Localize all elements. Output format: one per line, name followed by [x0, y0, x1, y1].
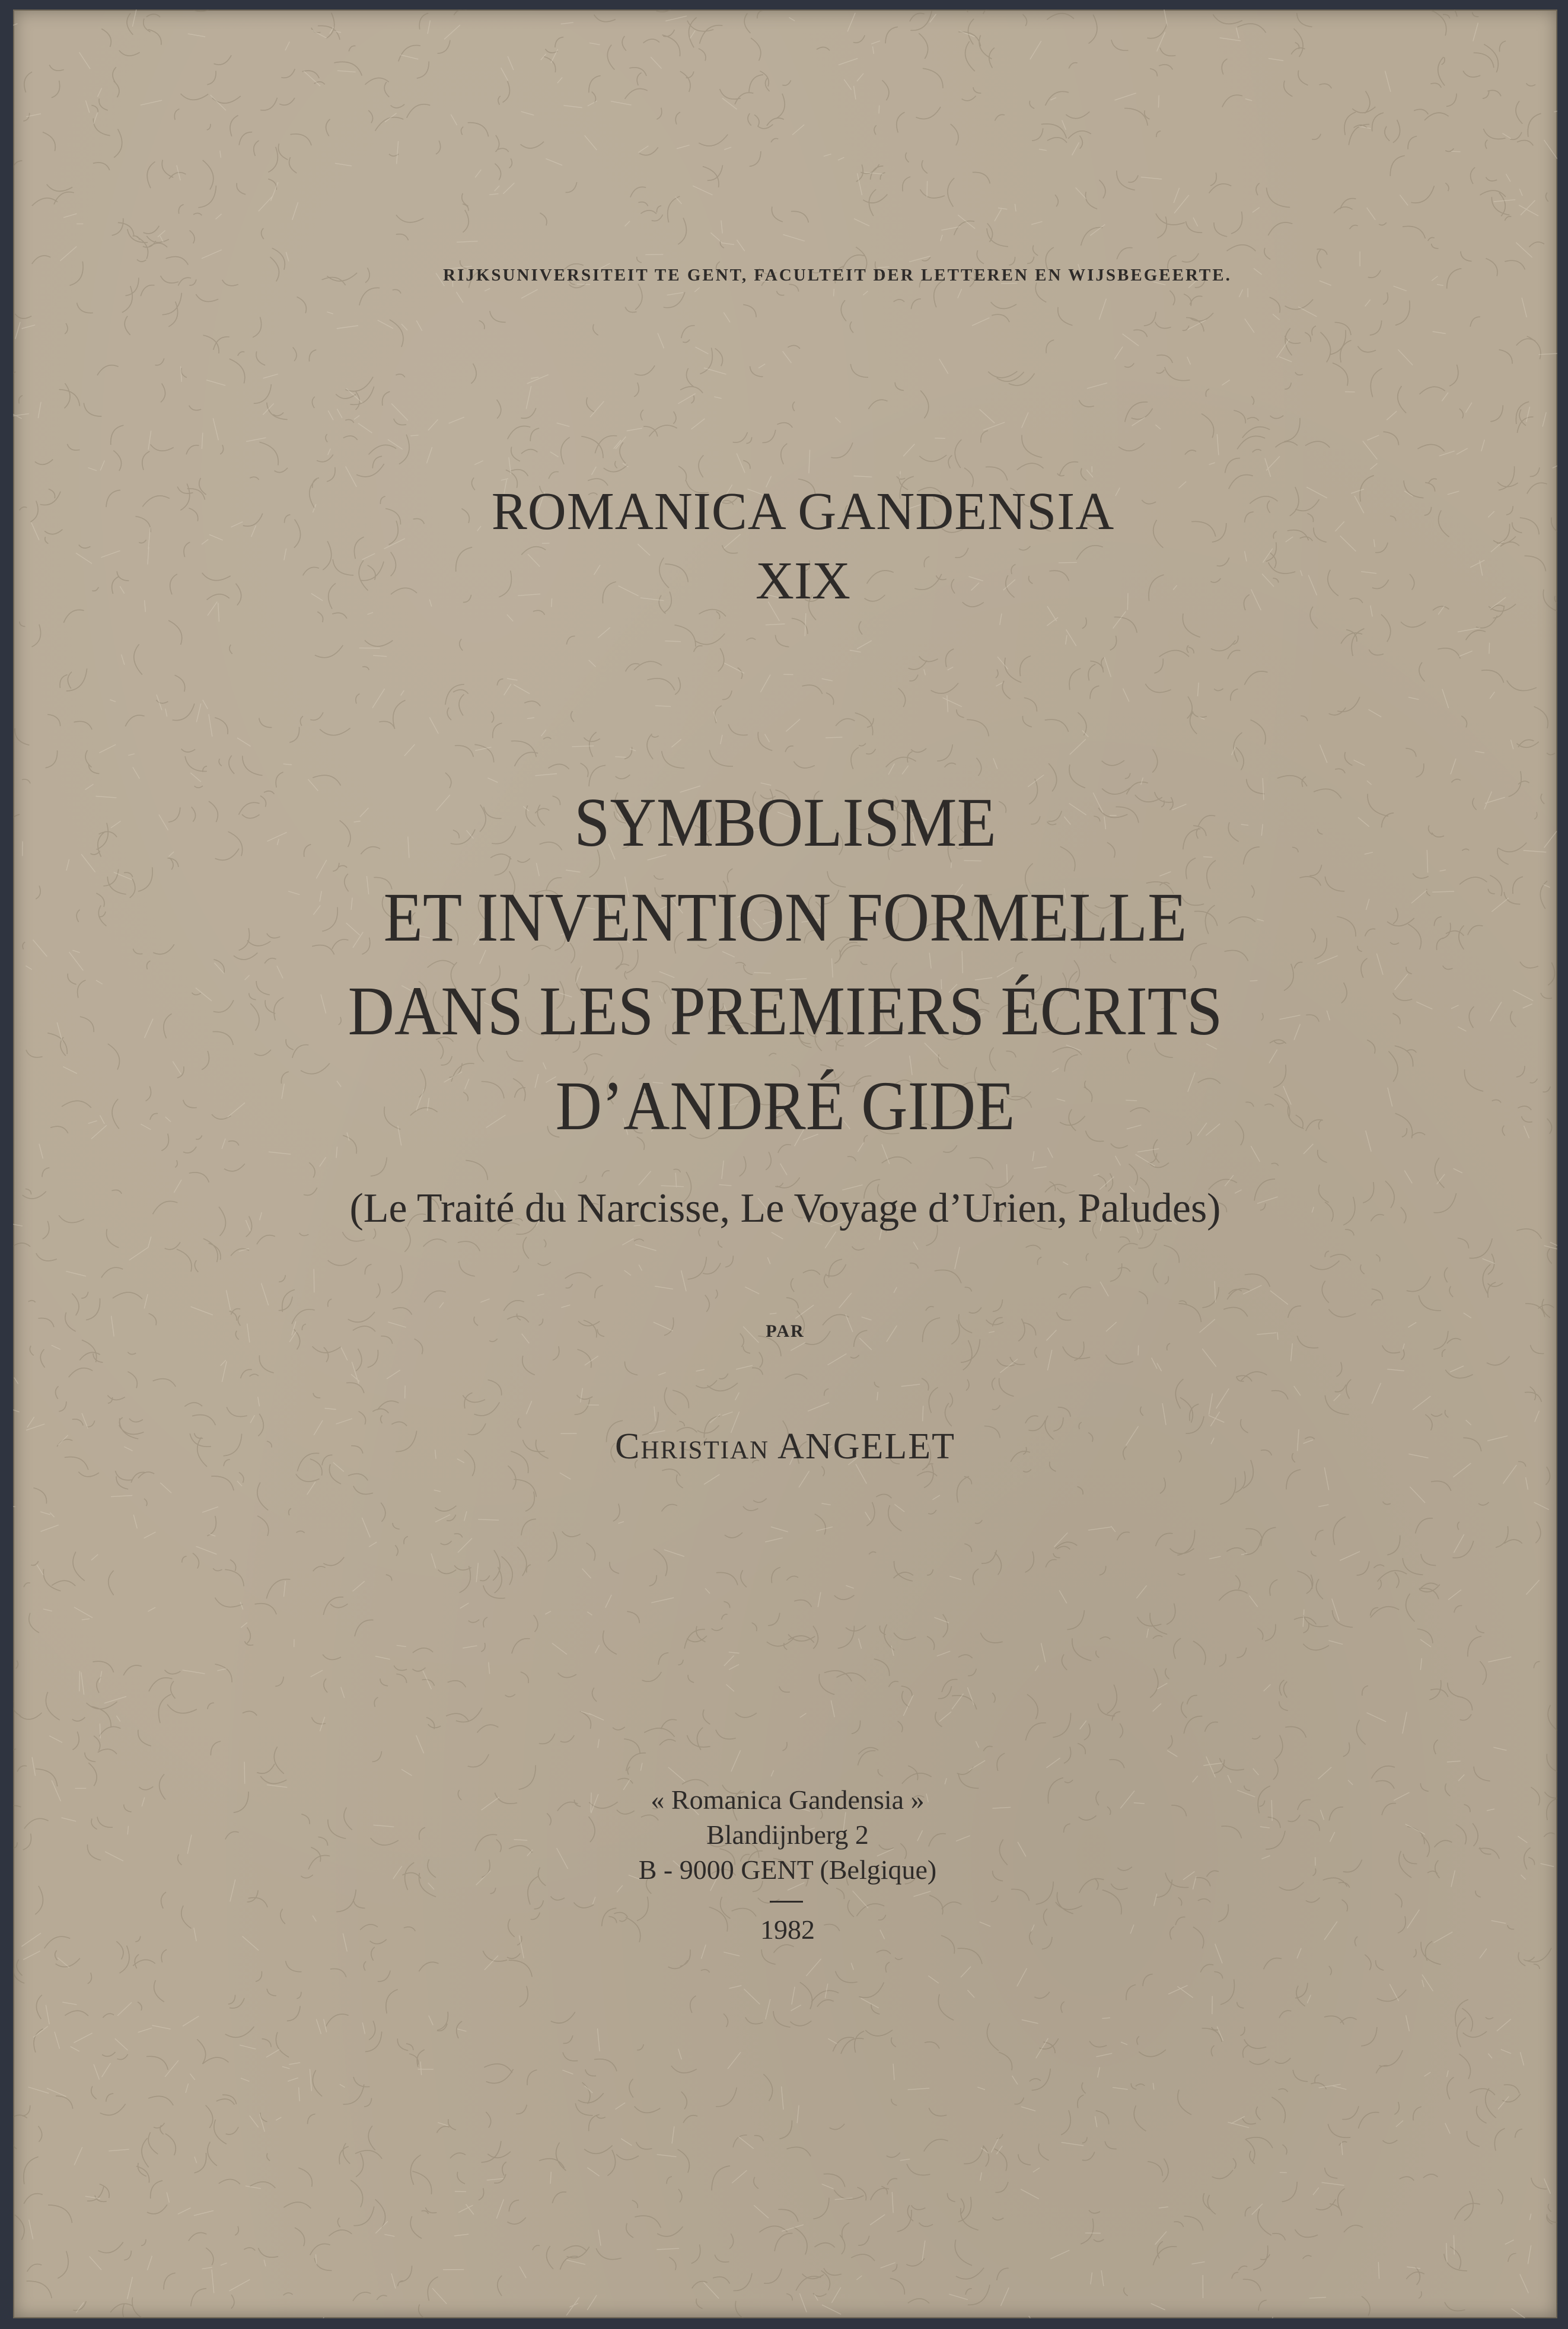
paper-fibers [13, 9, 1557, 2318]
publication-year: 1982 [760, 1914, 815, 1945]
publisher-street: Blandijnberg 2 [706, 1820, 869, 1850]
book-cover [13, 9, 1557, 2318]
author-last-name: ANGELET [777, 1426, 955, 1467]
book-title-line-3: DANS LES PREMIERS ÉCRITS [348, 972, 1223, 1050]
book-title-line-1: SYMBOLISME [574, 783, 996, 861]
publisher-city: B - 9000 GENT (Belgique) [638, 1855, 937, 1885]
author-name [13, 1426, 1557, 1468]
book-subtitle: (Le Traité du Narcisse, Le Voyage d’Urien, Paludes) [349, 1186, 1221, 1231]
book-title-line-4: D’ANDRÉ GIDE [555, 1067, 1015, 1145]
series-name: ROMANICA GANDENSIA [491, 482, 1115, 541]
paper-texture [13, 9, 1557, 2318]
series-number: XIX [756, 552, 850, 610]
publisher-divider [770, 1901, 803, 1903]
book-title-line-2: ET INVENTION FORMELLE [383, 878, 1187, 956]
author-first-name: Christian [615, 1426, 770, 1467]
by-label: PAR [766, 1321, 805, 1341]
publisher-name: « Romanica Gandensia » [651, 1785, 925, 1815]
institution-line: RIJKSUNIVERSITEIT TE GENT, FACULTEIT DER LETTEREN EN WIJSBEGEERTE. [443, 266, 1232, 285]
